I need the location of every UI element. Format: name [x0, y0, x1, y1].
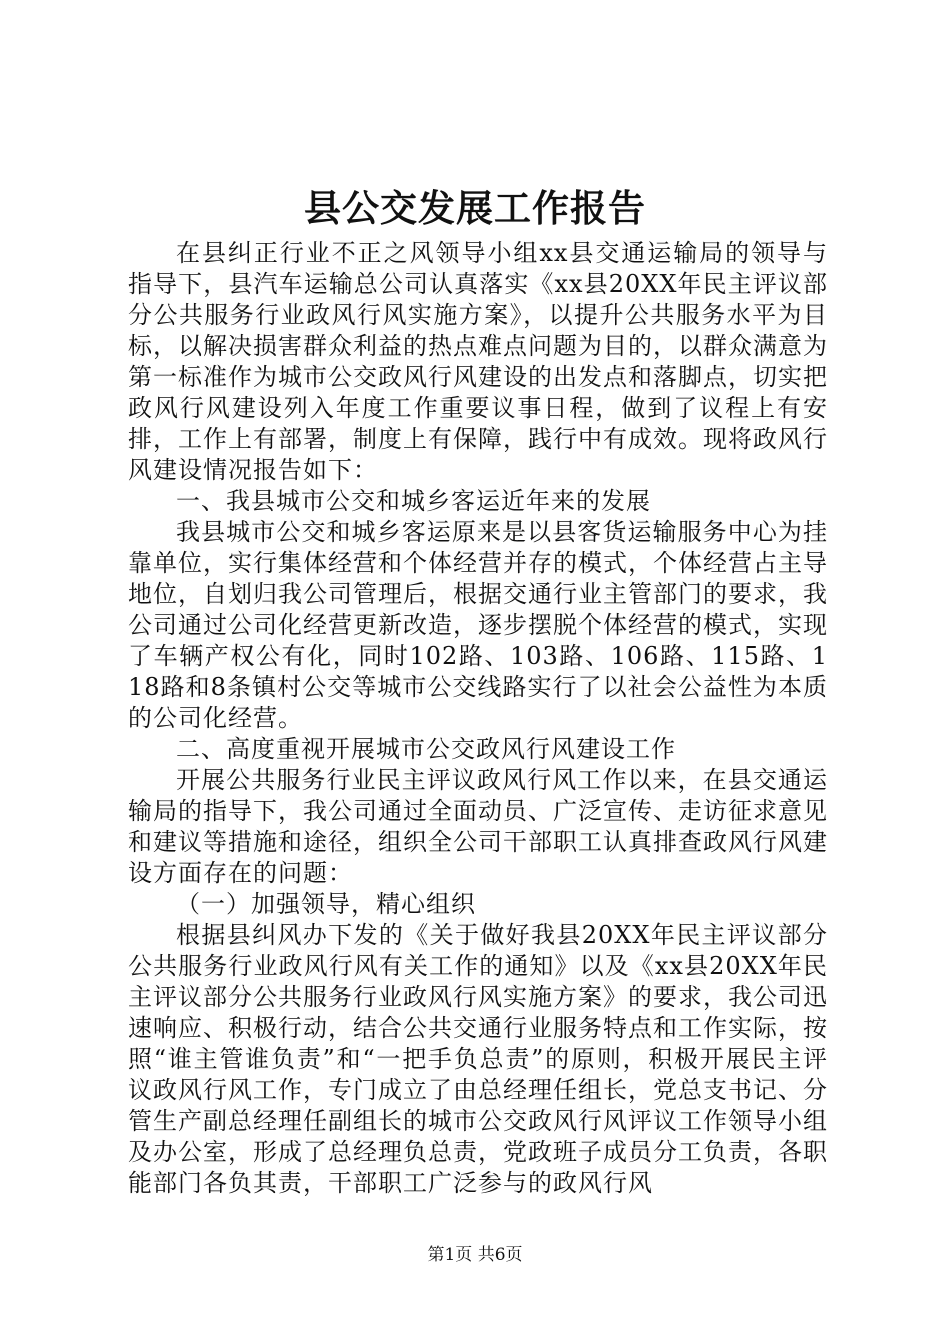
subsection-heading-1: （一）加强领导，精心组织: [176, 890, 476, 918]
paragraph-leadership: 根据县纠风办下发的《关于做好我县20XX年民主评议部分公共服务行业政风行风有关工作的通知》以及《xx县20XX年民主评议部分公共服务行业政风行风实施方案》的要求，我公司迅速响应、积极行动，结合公共交通行业服务特点和工作实际，按照“谁主管谁负责”和“一把手负总责”的原则，积极开展民主评议政风行风工作，专门成立了由总经理任组长，党总支书记、分管生产副总经理任副组长的城市公交政风行风评议工作领导小组及办公室，形成了总经理负总责，党政班子成员分工负责，各职能部门各负其责，干部职工广泛参与的政风行风: [128, 921, 828, 1197]
document-body: [128, 238, 828, 1199]
document-title: 县公交发展工作报告: [304, 186, 646, 230]
paragraph-intro: 在县纠正行业不正之风领导小组xx县交通运输局的领导与指导下，县汽车运输总公司认真落实《xx县20XX年民主评议部分公共服务行业政风行风实施方案》，以提升公共服务水平为目标，以解决损害群众利益的热点难点问题为目的，以群众满意为第一标准作为城市公交政风行风建设的出发点和落脚点，切实把政风行风建设列入年度工作重要议事日程，做到了议程上有安排，工作上有部署，制度上有保障，践行中有成效。现将政风行风建设情况报告如下：: [128, 239, 828, 484]
section-heading-1: 一、我县城市公交和城乡客运近年来的发展: [176, 487, 651, 515]
paragraph-development: 我县城市公交和城乡客运原来是以县客货运输服务中心为挂靠单位，实行集体经营和个体经营并存的模式，个体经营占主导地位，自划归我公司管理后，根据交通行业主管部门的要求，我公司通过公司化经营更新改造，逐步摆脱个体经营的模式，实现了车辆产权公有化，同时102路、103路、106路、115路、118路和8条镇村公交等城市公交线路实行了以社会公益性为本质的公司化经营。: [128, 518, 828, 732]
page-footer: 第1页 共6页: [427, 1245, 523, 1265]
paragraph-work-overview: 开展公共服务行业民主评议政风行风工作以来，在县交通运输局的指导下，我公司通过全面动员、广泛宣传、走访征求意见和建议等措施和途径，组织全公司干部职工认真排查政风行风建设方面存在的问题：: [128, 766, 828, 887]
section-heading-2: 二、高度重视开展城市公交政风行风建设工作: [176, 735, 676, 763]
